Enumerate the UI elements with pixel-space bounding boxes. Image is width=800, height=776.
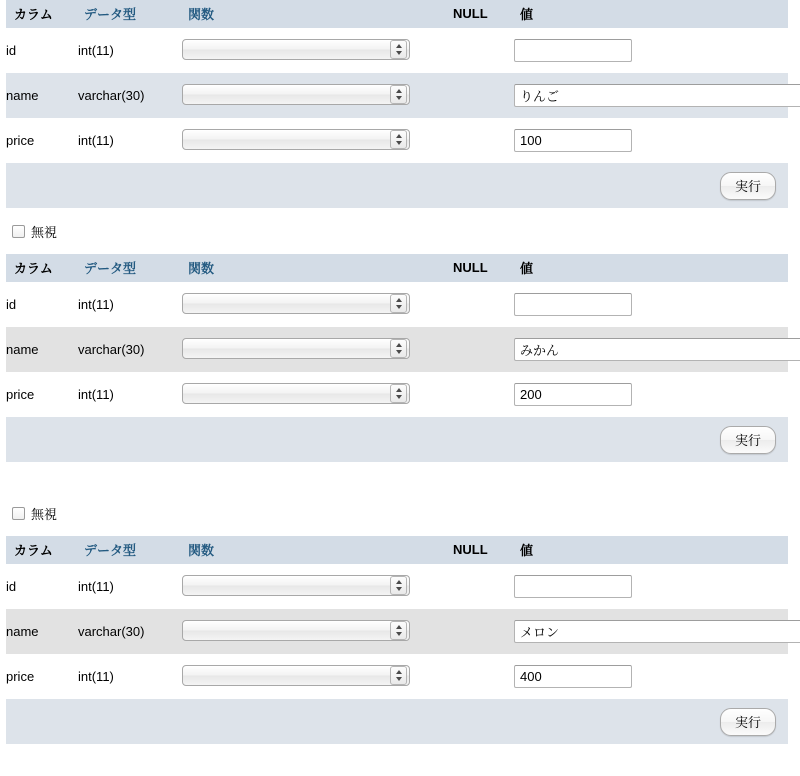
row-function-cell bbox=[182, 372, 447, 417]
value-input[interactable] bbox=[514, 39, 632, 62]
row-function-cell bbox=[182, 564, 447, 609]
function-select[interactable] bbox=[182, 338, 410, 359]
function-select-wrap bbox=[182, 39, 410, 62]
row-data-type: int(11) bbox=[78, 282, 182, 327]
row-value-cell bbox=[514, 28, 788, 73]
function-select-wrap bbox=[182, 575, 410, 598]
ignore-row-2 bbox=[0, 208, 800, 254]
row-function-cell bbox=[182, 282, 447, 327]
function-select[interactable] bbox=[182, 383, 410, 404]
execute-button[interactable]: 実行 bbox=[720, 426, 776, 454]
row-null-cell bbox=[447, 28, 514, 73]
row-null-cell bbox=[447, 564, 514, 609]
header-value: 値 bbox=[514, 0, 788, 28]
table-header-row bbox=[6, 0, 788, 28]
row-function-cell bbox=[182, 609, 447, 654]
value-input[interactable] bbox=[514, 575, 632, 598]
execute-row bbox=[6, 163, 788, 208]
row-column-name: id bbox=[6, 28, 78, 73]
function-select[interactable] bbox=[182, 575, 410, 596]
row-value-cell bbox=[514, 118, 788, 163]
insert-block-3 bbox=[6, 536, 788, 744]
row-value-cell bbox=[514, 609, 788, 654]
row-null-cell bbox=[447, 282, 514, 327]
function-select[interactable] bbox=[182, 84, 410, 105]
table-row bbox=[6, 28, 788, 73]
execute-button[interactable]: 実行 bbox=[720, 708, 776, 736]
function-select-wrap bbox=[182, 665, 410, 688]
row-column-name: price bbox=[6, 118, 78, 163]
value-input[interactable] bbox=[514, 665, 632, 688]
row-function-cell bbox=[182, 654, 447, 699]
execute-button[interactable]: 実行 bbox=[720, 172, 776, 200]
header-column: カラム bbox=[6, 0, 78, 28]
row-column-name: price bbox=[6, 654, 78, 699]
table-header-row bbox=[6, 254, 788, 282]
ignore-label: 無視 bbox=[31, 224, 58, 240]
ignore-row-3 bbox=[0, 490, 800, 536]
row-column-name: id bbox=[6, 282, 78, 327]
execute-cell bbox=[6, 417, 788, 462]
row-value-cell bbox=[514, 372, 788, 417]
row-function-cell bbox=[182, 327, 447, 372]
row-null-cell bbox=[447, 654, 514, 699]
execute-row bbox=[6, 699, 788, 744]
value-input[interactable] bbox=[514, 129, 632, 152]
row-value-cell bbox=[514, 327, 788, 372]
header-type: データ型 bbox=[78, 536, 182, 564]
table-row bbox=[6, 564, 788, 609]
header-column: カラム bbox=[6, 254, 78, 282]
value-input[interactable] bbox=[514, 620, 800, 643]
function-select-wrap bbox=[182, 84, 410, 107]
row-value-cell bbox=[514, 564, 788, 609]
function-select[interactable] bbox=[182, 129, 410, 150]
row-null-cell bbox=[447, 118, 514, 163]
header-null: NULL bbox=[447, 0, 514, 28]
table-row bbox=[6, 609, 788, 654]
row-data-type: int(11) bbox=[78, 28, 182, 73]
row-null-cell bbox=[447, 327, 514, 372]
row-column-name: price bbox=[6, 372, 78, 417]
row-null-cell bbox=[447, 609, 514, 654]
function-select-wrap bbox=[182, 383, 410, 406]
insert-block-1 bbox=[6, 0, 788, 208]
table-row bbox=[6, 282, 788, 327]
row-data-type: int(11) bbox=[78, 654, 182, 699]
table-row bbox=[6, 654, 788, 699]
function-select-wrap bbox=[182, 293, 410, 316]
row-data-type: varchar(30) bbox=[78, 73, 182, 118]
insert-table-3 bbox=[6, 536, 788, 744]
function-select[interactable] bbox=[182, 39, 410, 60]
header-function: 関数 bbox=[182, 536, 447, 564]
execute-cell bbox=[6, 699, 788, 744]
table-row bbox=[6, 372, 788, 417]
ignore-checkbox[interactable] bbox=[12, 225, 25, 238]
row-column-name: name bbox=[6, 609, 78, 654]
row-null-cell bbox=[447, 73, 514, 118]
ignore-checkbox[interactable] bbox=[12, 507, 25, 520]
function-select[interactable] bbox=[182, 620, 410, 641]
row-null-cell bbox=[447, 372, 514, 417]
header-column: カラム bbox=[6, 536, 78, 564]
row-value-cell bbox=[514, 282, 788, 327]
row-column-name: name bbox=[6, 73, 78, 118]
insert-table-2 bbox=[6, 254, 788, 462]
table-header-row bbox=[6, 536, 788, 564]
insert-block-2 bbox=[6, 254, 788, 462]
row-data-type: varchar(30) bbox=[78, 327, 182, 372]
function-select-wrap bbox=[182, 129, 410, 152]
value-input[interactable] bbox=[514, 84, 800, 107]
row-data-type: int(11) bbox=[78, 372, 182, 417]
function-select[interactable] bbox=[182, 293, 410, 314]
execute-cell bbox=[6, 163, 788, 208]
function-select-wrap bbox=[182, 620, 410, 643]
insert-table-1 bbox=[6, 0, 788, 208]
row-column-name: id bbox=[6, 564, 78, 609]
row-data-type: varchar(30) bbox=[78, 609, 182, 654]
row-function-cell bbox=[182, 73, 447, 118]
header-value: 値 bbox=[514, 536, 788, 564]
value-input[interactable] bbox=[514, 383, 632, 406]
row-data-type: int(11) bbox=[78, 118, 182, 163]
table-row bbox=[6, 118, 788, 163]
row-data-type: int(11) bbox=[78, 564, 182, 609]
function-select[interactable] bbox=[182, 665, 410, 686]
row-column-name: name bbox=[6, 327, 78, 372]
header-type: データ型 bbox=[78, 0, 182, 28]
row-value-cell bbox=[514, 654, 788, 699]
spacer bbox=[0, 462, 800, 490]
header-null: NULL bbox=[447, 536, 514, 564]
table-row bbox=[6, 327, 788, 372]
header-null: NULL bbox=[447, 254, 514, 282]
table-row bbox=[6, 73, 788, 118]
header-function: 関数 bbox=[182, 254, 447, 282]
header-value: 値 bbox=[514, 254, 788, 282]
header-function: 関数 bbox=[182, 0, 447, 28]
ignore-label: 無視 bbox=[31, 506, 58, 522]
row-value-cell bbox=[514, 73, 788, 118]
value-input[interactable] bbox=[514, 338, 800, 361]
function-select-wrap bbox=[182, 338, 410, 361]
row-function-cell bbox=[182, 118, 447, 163]
header-type: データ型 bbox=[78, 254, 182, 282]
row-function-cell bbox=[182, 28, 447, 73]
execute-row bbox=[6, 417, 788, 462]
value-input[interactable] bbox=[514, 293, 632, 316]
